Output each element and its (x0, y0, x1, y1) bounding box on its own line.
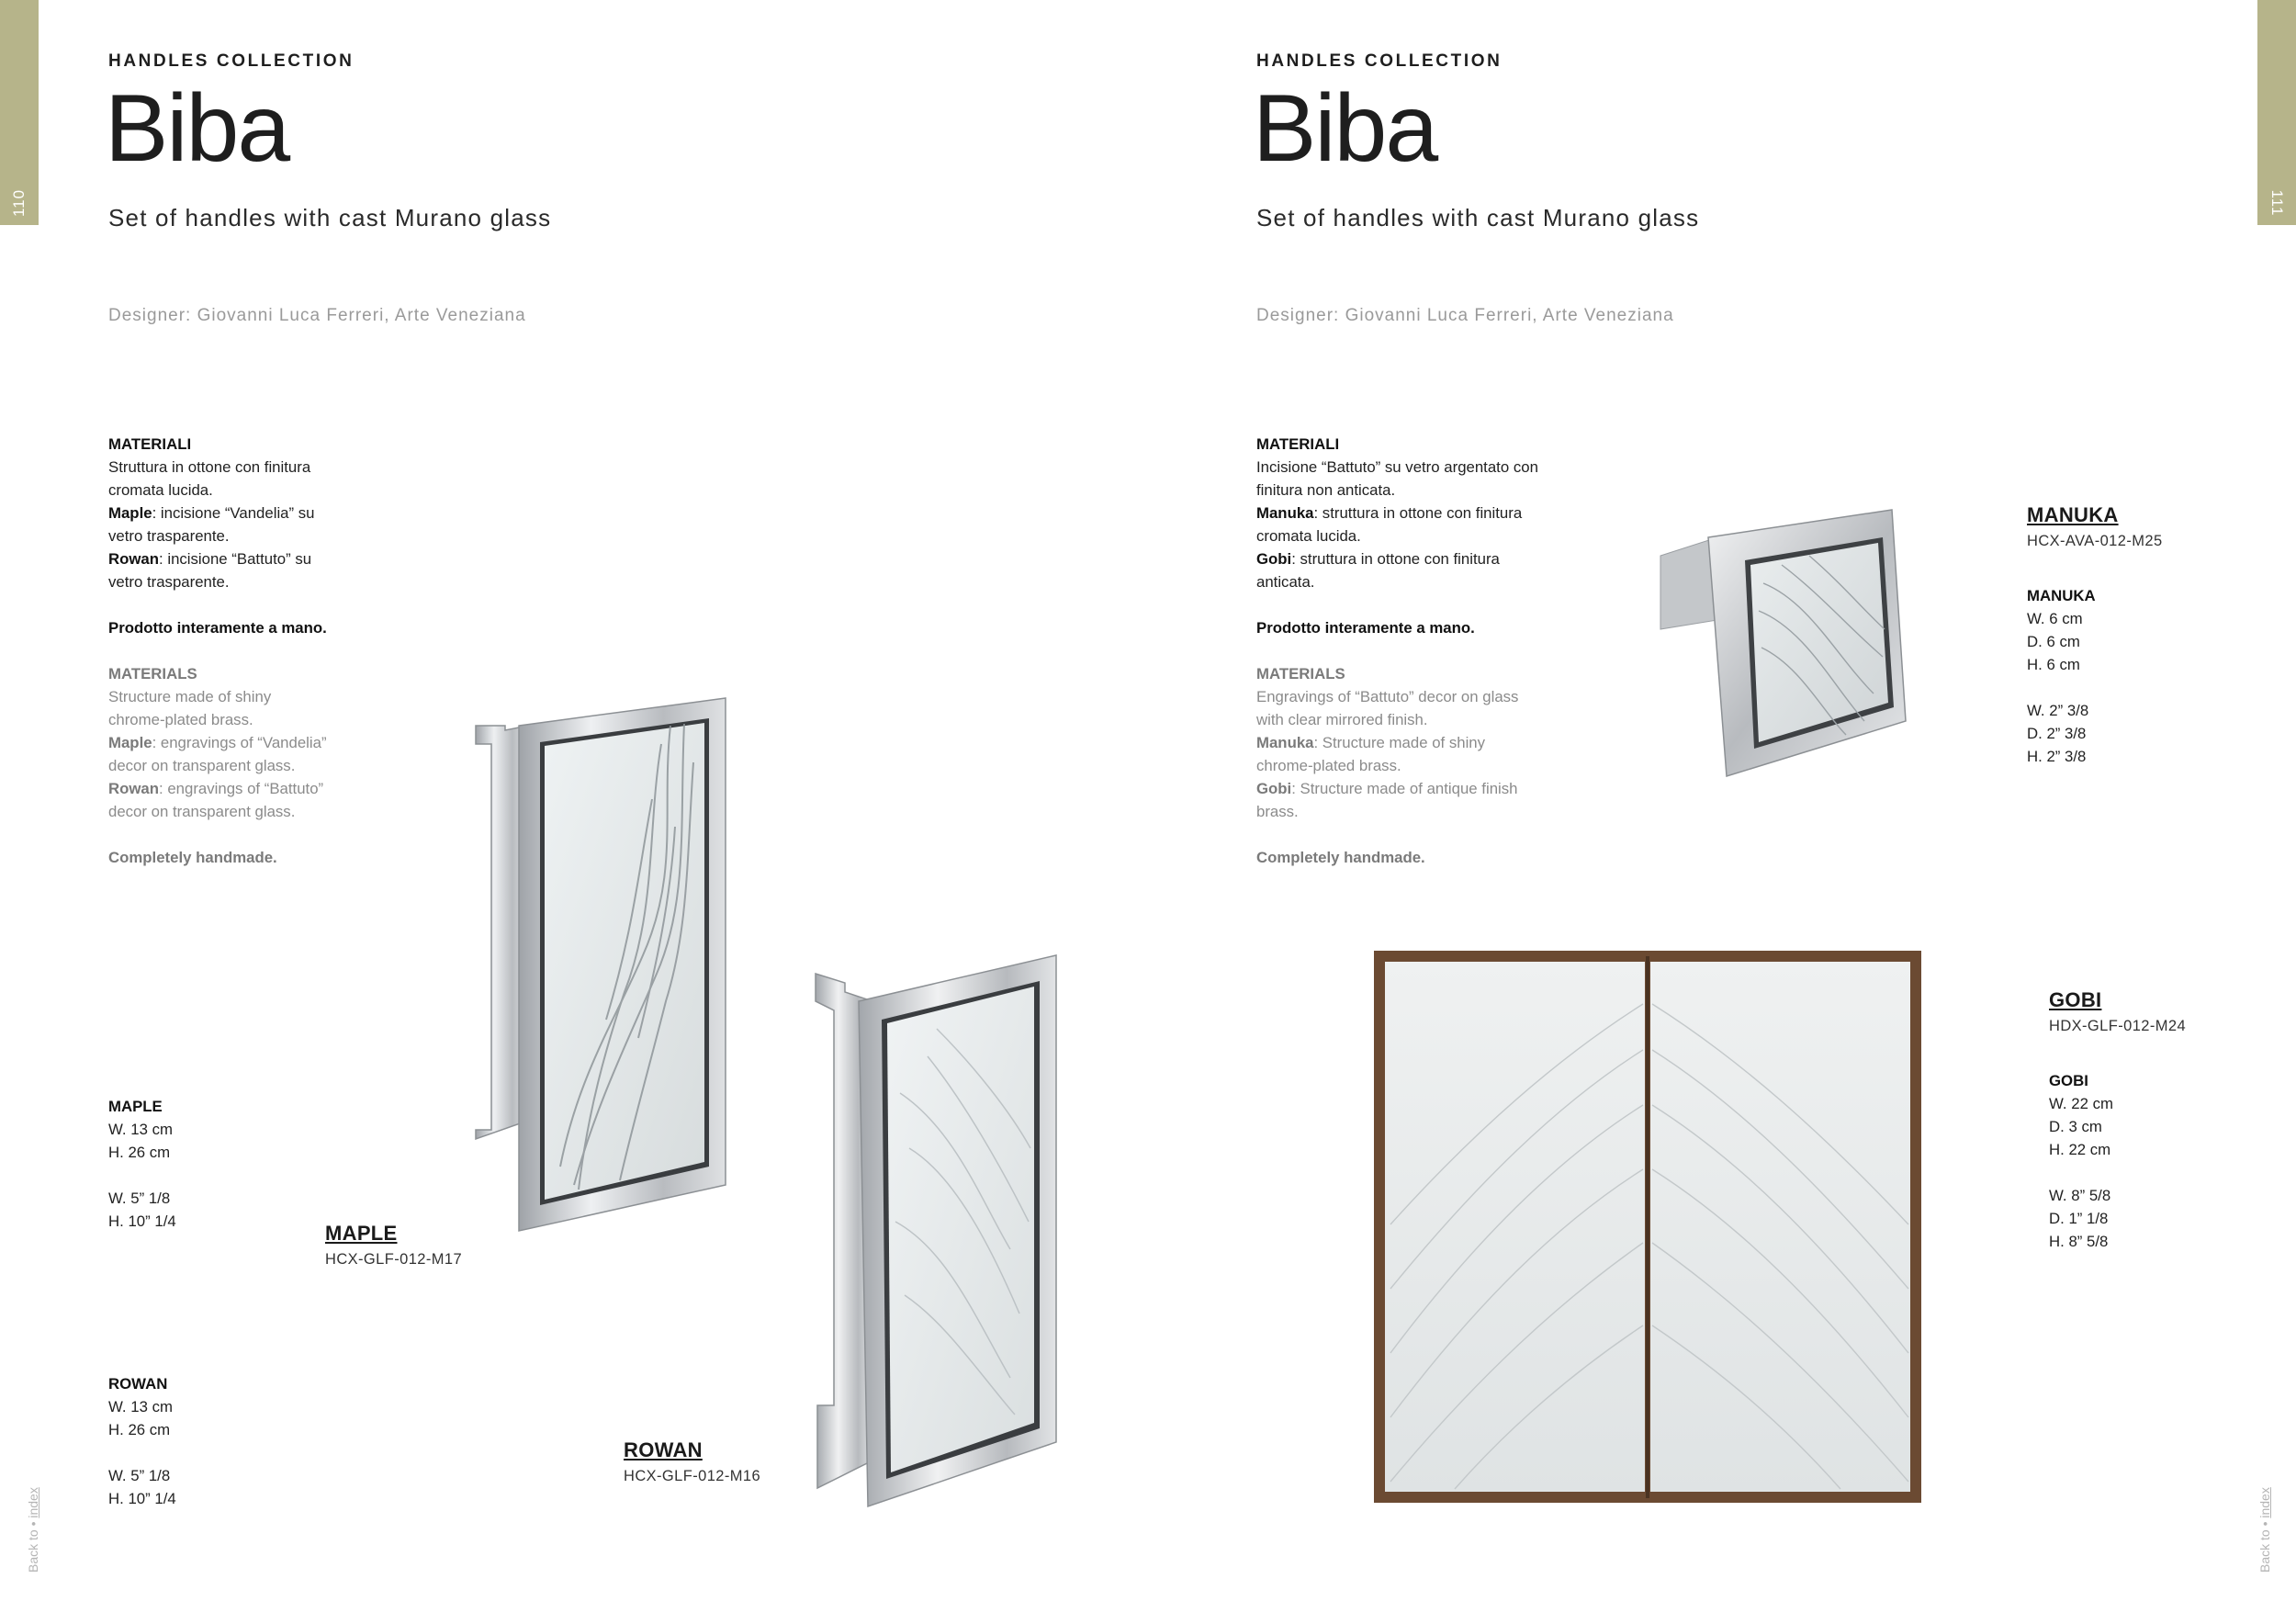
handmade-it: Prodotto interamente a mano. (1256, 619, 1475, 637)
index-link[interactable]: index (26, 1487, 40, 1518)
manuka-specs (2027, 584, 2096, 768)
materials-block-right (1256, 433, 1587, 869)
spec-width-in: W. 5” 1/8 (108, 1190, 171, 1207)
materials-heading: MATERIALS (108, 665, 197, 682)
materials-line: chrome-plated brass. (108, 711, 253, 728)
spec-depth-in: D. 2” 3/8 (2027, 725, 2087, 742)
gobi-label-name: GOBI (2049, 988, 2102, 1011)
rowan-it-name: Rowan (108, 550, 160, 568)
spec-height-cm: H. 26 cm (108, 1144, 171, 1161)
page-number-right: 111 (2268, 189, 2286, 217)
page-title-right: Biba (1253, 75, 1437, 182)
manuka-it-text: : struttura in ottone con finitura (1313, 504, 1523, 522)
handmade-it: Prodotto interamente a mano. (108, 619, 327, 637)
gobi-en-text: : Structure made of antique finish (1291, 780, 1518, 797)
spec-height-cm: H. 22 cm (2049, 1141, 2111, 1158)
gobi-specs-heading: GOBI (2049, 1072, 2088, 1089)
materials-line: Engravings of “Battuto” decor on glass (1256, 688, 1519, 705)
handmade-en: Completely handmade. (1256, 849, 1425, 866)
maple-label-code: HCX-GLF-012-M17 (325, 1251, 463, 1268)
spec-width-cm: W. 13 cm (108, 1398, 173, 1415)
maple-en-text2: decor on transparent glass. (108, 757, 296, 774)
manuka-en-text2: chrome-plated brass. (1256, 757, 1401, 774)
spec-width-in: W. 8” 5/8 (2049, 1187, 2111, 1204)
materials-line: with clear mirrored finish. (1256, 711, 1428, 728)
maple-label-name: MAPLE (325, 1222, 398, 1245)
page-tab-left (0, 0, 39, 225)
gobi-it-text2: anticata. (1256, 573, 1315, 591)
spec-width-cm: W. 6 cm (2027, 610, 2083, 627)
materiali-line: cromata lucida. (108, 481, 213, 499)
index-link[interactable]: index (2257, 1487, 2272, 1518)
materiali-line: finitura non anticata. (1256, 481, 1396, 499)
maple-specs (108, 1095, 176, 1233)
maple-specs-heading: MAPLE (108, 1098, 163, 1115)
back-to-index-left[interactable] (26, 1487, 40, 1573)
page-title-left: Biba (105, 75, 289, 182)
spec-width-cm: W. 22 cm (2049, 1095, 2113, 1112)
manuka-specs-heading: MANUKA (2027, 587, 2096, 604)
manuka-it-text2: cromata lucida. (1256, 527, 1361, 545)
maple-it-text: : incisione “Vandelia” su (152, 504, 315, 522)
maple-en-text: : engravings of “Vandelia” (152, 734, 327, 751)
rowan-it-text: : incisione “Battuto” su (159, 550, 312, 568)
collection-kicker-left: HANDLES COLLECTION (108, 51, 355, 71)
subtitle-right: Set of handles with cast Murano glass (1256, 204, 1700, 231)
gobi-specs (2049, 1069, 2113, 1253)
page-number-left: 110 (10, 188, 28, 218)
manuka-en-text: : Structure made of shiny (1313, 734, 1486, 751)
back-to-text: Back to • (26, 1521, 40, 1573)
maple-label (325, 1222, 462, 1269)
spec-depth-cm: D. 3 cm (2049, 1118, 2102, 1135)
manuka-label (2027, 503, 2163, 550)
rowan-label (624, 1438, 760, 1485)
spec-height-cm: H. 6 cm (2027, 656, 2080, 673)
maple-handle-image (459, 689, 735, 1240)
spec-height-in: H. 2” 3/8 (2027, 748, 2087, 765)
rowan-specs-heading: ROWAN (108, 1375, 168, 1393)
spec-height-in: H. 10” 1/4 (108, 1490, 176, 1507)
page-tab-right (2257, 0, 2296, 225)
spec-width-in: W. 2” 3/8 (2027, 702, 2089, 719)
materiali-line: Struttura in ottone con finitura (108, 458, 311, 476)
spec-height-cm: H. 26 cm (108, 1421, 171, 1438)
rowan-en-name: Rowan (108, 780, 160, 797)
spec-width-cm: W. 13 cm (108, 1121, 173, 1138)
manuka-it-name: Manuka (1256, 504, 1314, 522)
rowan-label-code: HCX-GLF-012-M16 (624, 1468, 761, 1484)
rowan-en-text2: decor on transparent glass. (108, 803, 296, 820)
rowan-it-text2: vetro trasparente. (108, 573, 230, 591)
subtitle-left: Set of handles with cast Murano glass (108, 204, 552, 231)
maple-en-name: Maple (108, 734, 152, 751)
rowan-label-name: ROWAN (624, 1438, 703, 1461)
manuka-label-name: MANUKA (2027, 503, 2119, 526)
gobi-it-name: Gobi (1256, 550, 1292, 568)
gobi-handle-image (1372, 949, 1923, 1505)
maple-it-text2: vetro trasparente. (108, 527, 230, 545)
spec-height-in: H. 10” 1/4 (108, 1212, 176, 1230)
materials-line: Structure made of shiny (108, 688, 272, 705)
maple-it-name: Maple (108, 504, 152, 522)
materials-block-left (108, 433, 384, 869)
collection-kicker-right: HANDLES COLLECTION (1256, 51, 1503, 71)
spec-depth-cm: D. 6 cm (2027, 633, 2080, 650)
materiali-line: Incisione “Battuto” su vetro argentato con (1256, 458, 1538, 476)
materiali-heading: MATERIALI (108, 435, 192, 453)
spec-depth-in: D. 1” 1/8 (2049, 1210, 2109, 1227)
rowan-handle-image (799, 946, 1075, 1516)
handmade-en: Completely handmade. (108, 849, 277, 866)
back-to-text: Back to • (2257, 1521, 2272, 1573)
designer-left: Designer: Giovanni Luca Ferreri, Arte Veneziana (108, 306, 526, 325)
rowan-en-text: : engravings of “Battuto” (159, 780, 324, 797)
designer-right: Designer: Giovanni Luca Ferreri, Arte Veneziana (1256, 306, 1674, 325)
gobi-label-code: HDX-GLF-012-M24 (2049, 1018, 2187, 1034)
spec-width-in: W. 5” 1/8 (108, 1467, 171, 1484)
manuka-knob-image (1653, 501, 1919, 795)
gobi-it-text: : struttura in ottone con finitura (1291, 550, 1500, 568)
manuka-en-name: Manuka (1256, 734, 1314, 751)
back-to-index-right[interactable] (2257, 1487, 2272, 1573)
manuka-label-code: HCX-AVA-012-M25 (2027, 533, 2163, 549)
spec-height-in: H. 8” 5/8 (2049, 1233, 2109, 1250)
gobi-en-text2: brass. (1256, 803, 1299, 820)
materiali-heading: MATERIALI (1256, 435, 1340, 453)
materials-heading: MATERIALS (1256, 665, 1345, 682)
gobi-label (2049, 988, 2186, 1035)
rowan-specs (108, 1372, 176, 1510)
gobi-en-name: Gobi (1256, 780, 1292, 797)
